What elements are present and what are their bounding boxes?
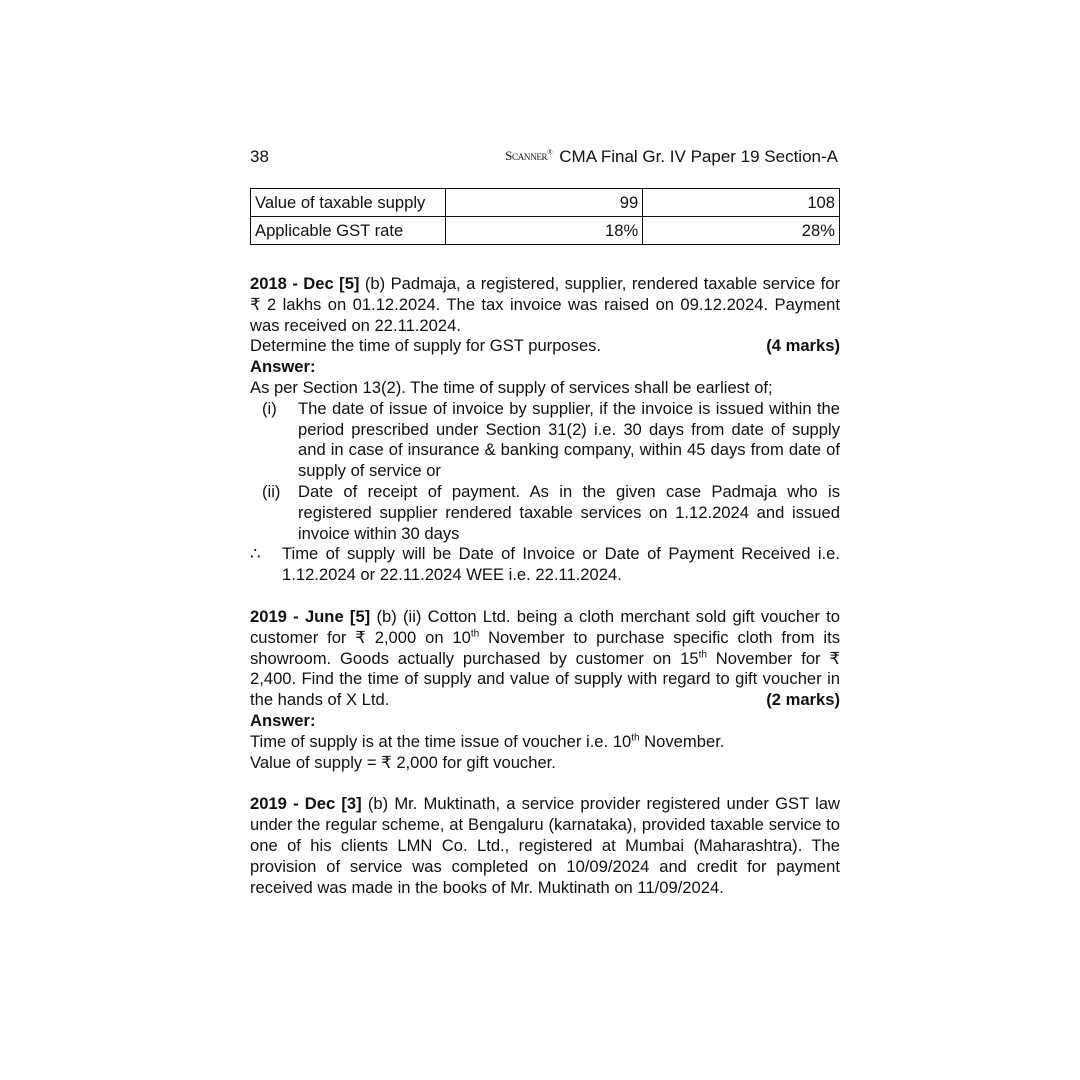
therefore-symbol: ∴ xyxy=(250,544,261,564)
page-number: 38 xyxy=(250,147,269,166)
question-1-prompt: Determine the time of supply for GST purposes. (4 marks) xyxy=(250,336,840,356)
question-1-text: 2018 - Dec [5] (b) Padmaja, a registered, supplier, rendered taxable service for ₹ 2 lakhs on 01.12.2024. The tax invoice was raised on 09.12.2024. Payment was received on 22.11.2024. xyxy=(250,274,840,335)
list-item: (ii) Date of receipt of payment. As in the given case Padmaja who is registered supplier rendered taxable services on 1.12.2024 and issued invoice within 30 days xyxy=(262,481,840,543)
table-cell: 28% xyxy=(643,217,840,245)
question-2-tag: 2019 - June [5] xyxy=(250,606,371,626)
table-cell: 18% xyxy=(446,217,643,245)
marks-label: (2 marks) xyxy=(766,690,840,710)
question-3-tag: 2019 - Dec [3] xyxy=(250,794,362,814)
table-cell: Value of taxable supply xyxy=(251,189,446,217)
table-cell: 108 xyxy=(643,189,840,217)
table-row xyxy=(251,189,840,217)
question-3-text: 2019 - Dec [3] (b) Mr. Muktinath, a service provider registered under GST law under the regular scheme, at Bengaluru (karnataka), provided taxable service to one of his clients LMN Co. Ltd., registered at Mumbai (Maharashtra). The provision of service was completed on 10/09/2024 and credit for payment received was made in the books of Mr. Muktinath on 11/09/2024. xyxy=(250,794,840,897)
answer-intro: As per Section 13(2). The time of supply of services shall be earliest of; xyxy=(250,377,773,397)
page-header xyxy=(250,145,840,169)
question-1-tag: 2018 - Dec [5] xyxy=(250,274,360,293)
question-2-text: 2019 - June [5] (b) (ii) Cotton Ltd. being a cloth merchant sold gift voucher to customer for ₹ 2,000 on 10th November to purchase specific cloth from its showroom. Goods actually purchased by customer on 15th November for ₹ 2,400. Find the time of supply and value of supply with regard to gift voucher in the hands of X Ltd. xyxy=(250,606,841,710)
page-body xyxy=(250,274,840,898)
answer-line: Time of supply is at the time issue of voucher i.e. 10th November. xyxy=(250,731,725,751)
table-cell: 99 xyxy=(446,189,643,217)
running-title: CMA Final Gr. IV Paper 19 Section-A xyxy=(559,147,838,166)
answer-heading: Answer: xyxy=(250,357,316,377)
table-cell: Applicable GST rate xyxy=(251,217,446,245)
running-title-group xyxy=(505,147,838,167)
answer-line: Value of supply = ₹ 2,000 for gift voucher. xyxy=(250,752,556,772)
conclusion: ∴ Time of supply will be Date of Invoice or Date of Payment Received i.e. 1.12.2024 or 22.11.2024 WEE i.e. 22.11.2024. xyxy=(250,544,840,585)
scanner-logo: SCANNER® xyxy=(505,148,553,163)
table-row xyxy=(251,217,840,245)
marks-label: (4 marks) xyxy=(766,336,840,356)
supply-table xyxy=(250,188,840,245)
answer-heading: Answer: xyxy=(250,710,316,730)
list-item: (i) The date of issue of invoice by supplier, if the invoice is issued within the period prescribed under Section 31(2) i.e. 30 days from date of supply and in case of insurance & banking company, within 45 days from date of supply of service or xyxy=(262,398,840,481)
